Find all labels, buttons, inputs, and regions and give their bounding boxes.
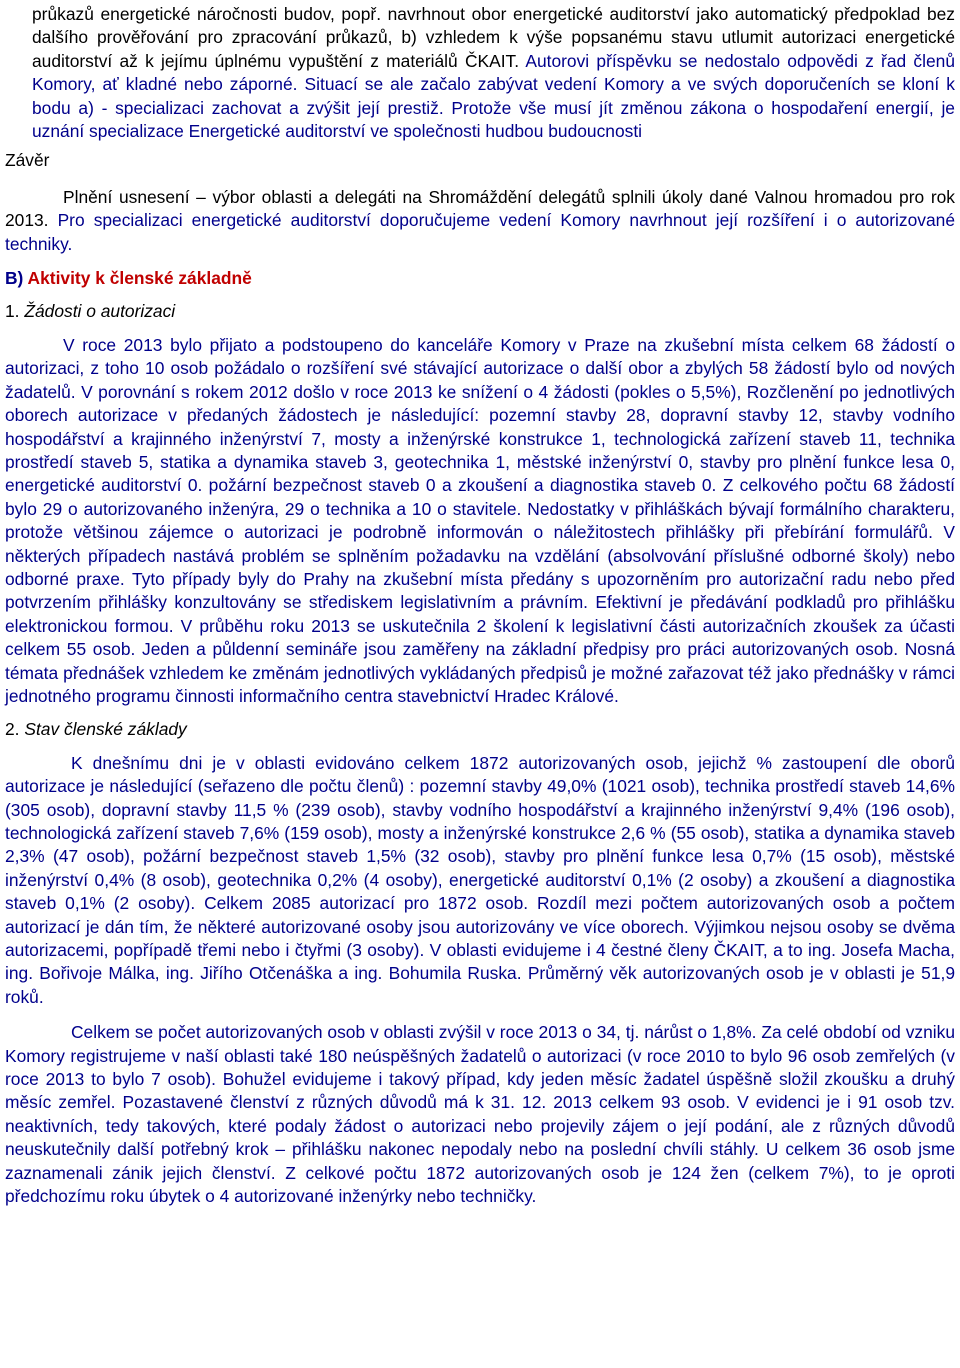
paragraph-zaver-text: Plnění usnesení – výbor oblasti a delegáti na Shromáždění delegátů splnili úkoly dané Valnou hromadou pro rok 2013. bbox=[5, 186, 955, 231]
paragraph-energy-audit-blue-3: Protože vše musí jít změnou zákona o hospodaření energií, je uznání specializace Energetické auditorství ve společnosti hudbou budoucnosti bbox=[32, 97, 955, 142]
paragraph-energy-audit-blue-2: Situací se ale začalo zabývat vedení Komory a ve svých doporučeních se kloní k bodu a) - specializaci zachovat a zvýšit její prestiž. bbox=[32, 74, 955, 118]
section-b-heading bbox=[5, 267, 955, 290]
subheading-stav bbox=[5, 718, 955, 741]
paragraph-energy-audit bbox=[5, 3, 955, 143]
paragraph-energy-audit-text: průkazů energetické náročnosti budov, popř. navrhnout obor energetické auditorství jako automatický předpoklad bez dalšího prověřování pro zpracování průkazů, b) vzhledem k výše popsanému stavu utlumit autorizaci energetické auditorství až k jejímu úplnému vypuštění z materiálů ČKAIT. bbox=[32, 4, 955, 71]
subheading-zadosti bbox=[5, 300, 955, 323]
section-b-letter: B) bbox=[5, 268, 24, 289]
paragraph-energy-audit-blue-1: Autorovi příspěvku se nedostalo odpovědi z řad členů Komory, ať kladné nebo záporné. bbox=[32, 50, 955, 95]
paragraph-zadosti bbox=[5, 334, 955, 709]
heading-zaver: Závěr bbox=[5, 150, 50, 171]
subheading-zadosti-number: 1. bbox=[5, 301, 20, 322]
section-b-title: Aktivity k členské základně bbox=[27, 268, 252, 289]
paragraph-zadosti-blue-1: V roce 2013 bylo přijato a podstoupeno do kanceláře Komory v Praze na zkušební místa celkem 68 žádostí o autorizaci, z toho 10 osob požádalo o rozšíření své stávající autorizace o další obor a zbylých 58 žádostí bylo od nových žadatelů. bbox=[5, 334, 955, 402]
subheading-zadosti-title: Žádosti o autorizaci bbox=[24, 301, 176, 322]
paragraph-pocet: Celkem se počet autorizovaných osob v oblasti zvýšil v roce 2013 o 34, tj. nárůst o 1,8%. Za celé období od vzniku Komory registrujeme v naší oblasti také 180 neúspěšných žadatelů o autorizaci (v roce 2010 to bylo 96 osob zemřelých (v roce 2013 to bylo 7 osob). Bohužel evidujeme i takový případ, kdy jeden měsíc žadatel úspěšně složil zkoušku a druhý měsíc zemřel. Pozastavené členství z různých důvodů má k 31. 12. 2013 celkem 93 osob. V evidenci je i 91 osob tzv. neaktivních, tedy takových, které podaly žádost o autorizaci nebo projevily zájem o její podání, ale z různých důvodů neuskutečnily další potřebný krok – přihlášku nakonec nepodaly nebo na poslední chvíli stáhly. U celkem 36 osob jsme zaznamenali zánik jejich členství. Z celkové počtu 1872 autorizovaných osob je 124 žen (celkem 7%), to je oproti předchozímu roku úbytek o 4 autorizované inženýrky nebo techničky. bbox=[5, 1022, 955, 1207]
subheading-stav-number: 2. bbox=[5, 719, 20, 740]
subheading-stav-title: Stav členské základy bbox=[24, 719, 187, 740]
paragraph-stav: K dnešnímu dni je v oblasti evidováno celkem 1872 autorizovaných osob, jejichž % zastoupení dle oborů autorizace je následující (seřazeno dle počtu členů) : pozemní stavby 49,0% (1021 osob), technika prostředí staveb 14,6% (305 osob), dopravní stavby 11,5 % (239 osob), stavby vodního hospodářství a krajinného inženýrství 9,4% (196 osob), technologická zařízení staveb 7,6% (159 osob), mosty a inženýrské konstrukce 2,6 % (55 osob), statika a dynamika staveb 2,3% (47 osob), požární bezpečnost staveb 1,5% (32 osob), stavby pro plnění funkce lesa 0,7% (15 osob), městské inženýrství 0,4% (8 osob), geotechnika 0,2% (4 osoby), energetické auditorství 0,1% (2 osoby) a zkoušení a diagnostika staveb 0,1% (2 osoby). Celkem 2085 autorizací pro 1872 osob. Rozdíl mezi počtem autorizovaných osob a počtem autorizací je dán tím, že některé autorizované osoby jsou autorizovány ve více oborech. Výjimkou nejsou osoby se dvěma autorizacemi, popřípadě třemi nebo i čtyřmi (3 osoby). V oblasti evidujeme i 4 čestné členy ČKAIT, a to ing. Josefa Macha, ing. Bořivoje Málka, ing. Jiřího Otčenáška a ing. Bohumila Ruska. Průměrný věk autorizovaných osob je v oblasti je 51,9 roků. bbox=[5, 752, 955, 1007]
paragraph-zaver-blue: Pro specializaci energetické auditorství doporučujeme vedení Komory navrhnout její rozšíření i o autorizované techniky. bbox=[5, 210, 955, 254]
paragraph-zadosti-blue-2: V porovnání s rokem 2012 došlo v roce 2013 ke snížení o 4 žádosti (pokles o 5,5%), Rozčlenění po jednotlivých oborech autorizace v předaných žádostech je následující: pozemní stavby 28, dopravní stavby 12, stavby vodního hospodářství a krajinného inženýrství 7, mosty a inženýrské konstrukce 1, technologická zařízení staveb 11, technika prostředí staveb 5, statika a dynamika staveb 3, geotechnika 1, městské inženýrství 0, stavby pro plnění funkce lesa 0, energetické auditorství 0. požární bezpečnost staveb 0 a zkoušení a diagnostika staveb 0. Z celkového počtu 68 žádostí bylo 29 o autorizovaného inženýra, 29 o technika a 10 o stavitele. Nedostatky v přihláškách bývají formálního charakteru, protože většinou zájemce o autorizaci je podrobně informován o náležitostech přihlášky při přebírání formulářů. V některých případech nastává problém se splněním požadavku na vzdělání (absolvování příslušné odborné školy) nebo odborné praxe. Tyto případy byly do Prahy na zkušební místa předány s upozorněním pro autorizační radu nebo před potvrzením přihlášky konzultovány se střediskem legislativním a právním. Efektivní je předávání podkladů pro přihlášku elektronickou formou. V průběhu roku 2013 se uskutečnila 2 školení k legislativní části autorizačních zkoušek za účasti celkem 55 osob. Jeden a půldenní semináře jsou zaměřeny na základní předpisy pro práci autorizovaných osob. Nosná témata přednášek vzhledem ke změnám jednotlivých vykládaných předpisů je možné zařazovat též jako přednášky v rámci jednotného programu činnosti informačního centra stavebnictví Hradec Králové. bbox=[5, 381, 955, 706]
paragraph-zaver bbox=[5, 186, 955, 256]
paragraph-gap bbox=[5, 1009, 955, 1021]
